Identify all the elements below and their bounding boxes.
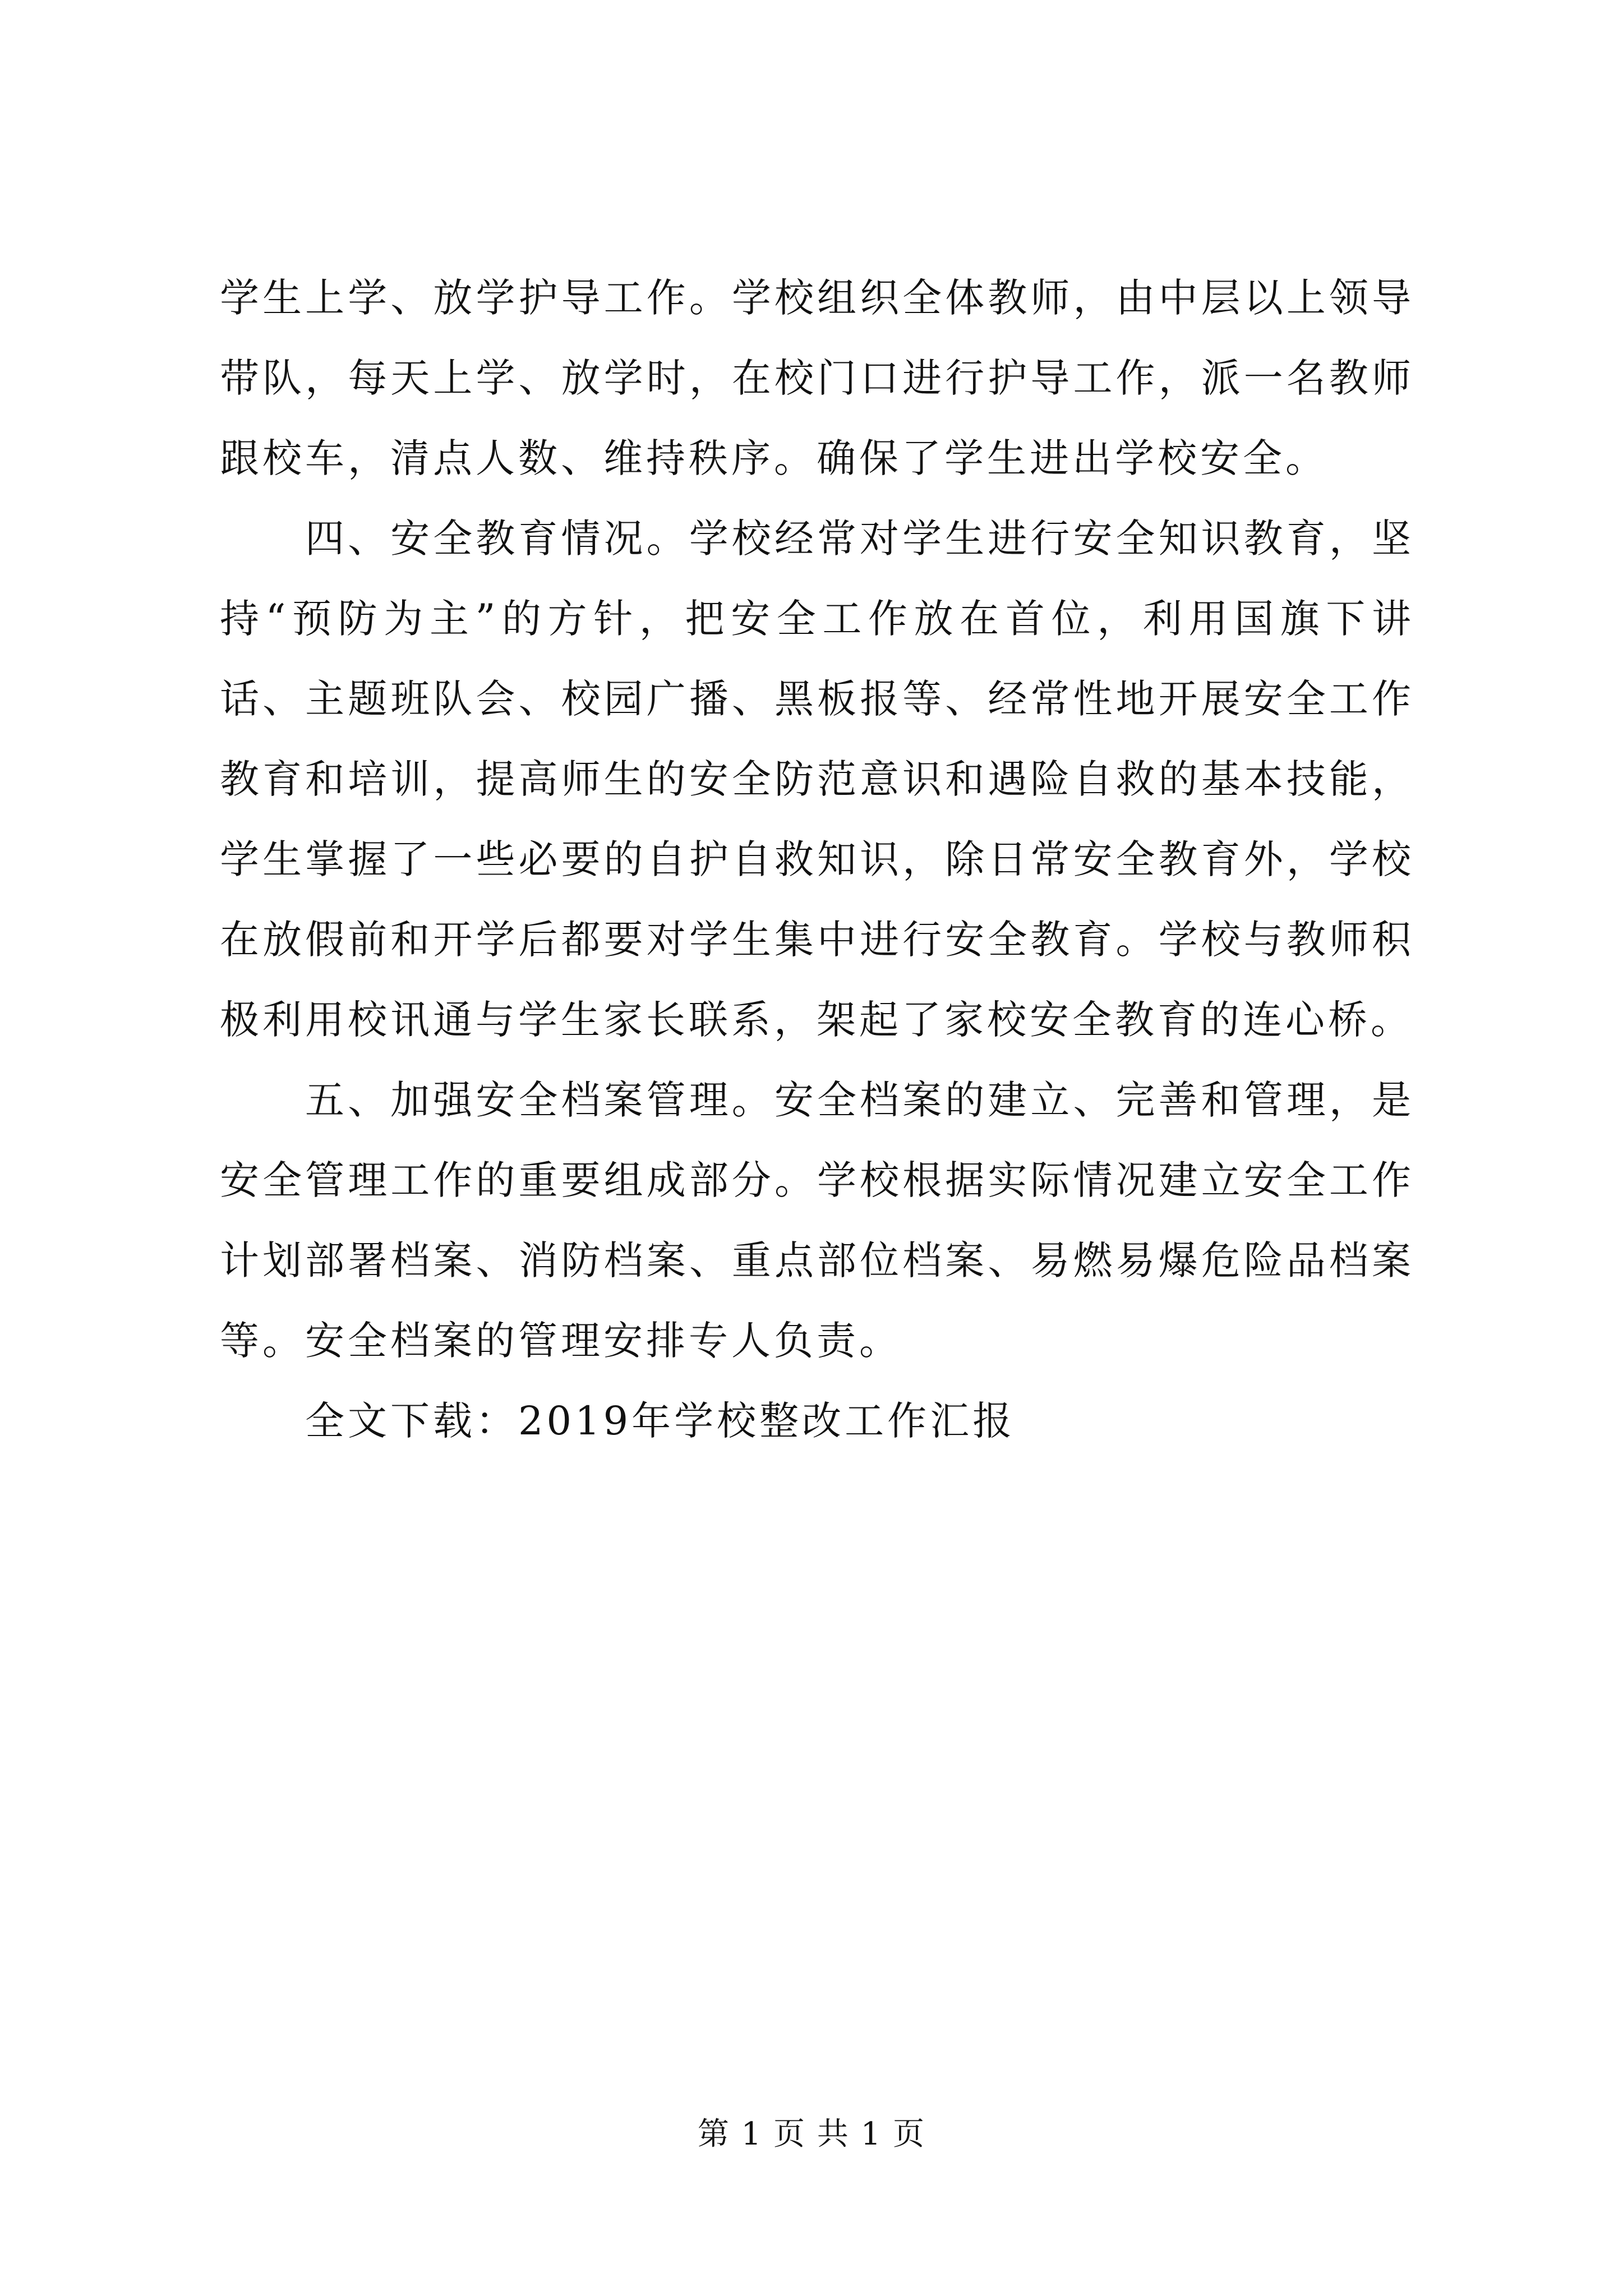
paragraph-full-download: 全文下载：2019年学校整改工作汇报 <box>305 1398 1016 1444</box>
paragraph-safety-education: 四、安全教育情况。学校经常对学生进行安全知识教育，坚持“预防为主”的方针，把安全工作放在首位，利用国旗下讲话、主题班队会、校园广播、黑板报等、经常性地开展安全工作教育和培训，提高师生的安全防范意识和遇险自救的基本技能，学生掌握了一些必要的自护自救知识，除日常安全教育外，学校在放假前和开学后都要对学生集中进行安全教育。学校与教师积极利用校讯通与学生家长联系，架起了家校安全教育的连心桥。 <box>220 516 1414 1043</box>
paragraph-safety-archives: 五、加强安全档案管理。安全档案的建立、完善和管理，是安全管理工作的重要组成部分。学校根据实际情况建立安全工作计划部署档案、消防档案、重点部位档案、易燃易爆危险品档案等。安全档案的管理安排专人负责。 <box>220 1077 1414 1364</box>
paragraph-escort-duty: 学生上学、放学护导工作。学校组织全体教师，由中层以上领导带队，每天上学、放学时，在校门口进行护导工作，派一名教师跟校车，清点人数、维持秩序。确保了学生进出学校安全。 <box>220 275 1414 481</box>
body-text <box>220 258 1414 1461</box>
page-footer: 第 1 页 共 1 页 <box>697 2116 926 2152</box>
